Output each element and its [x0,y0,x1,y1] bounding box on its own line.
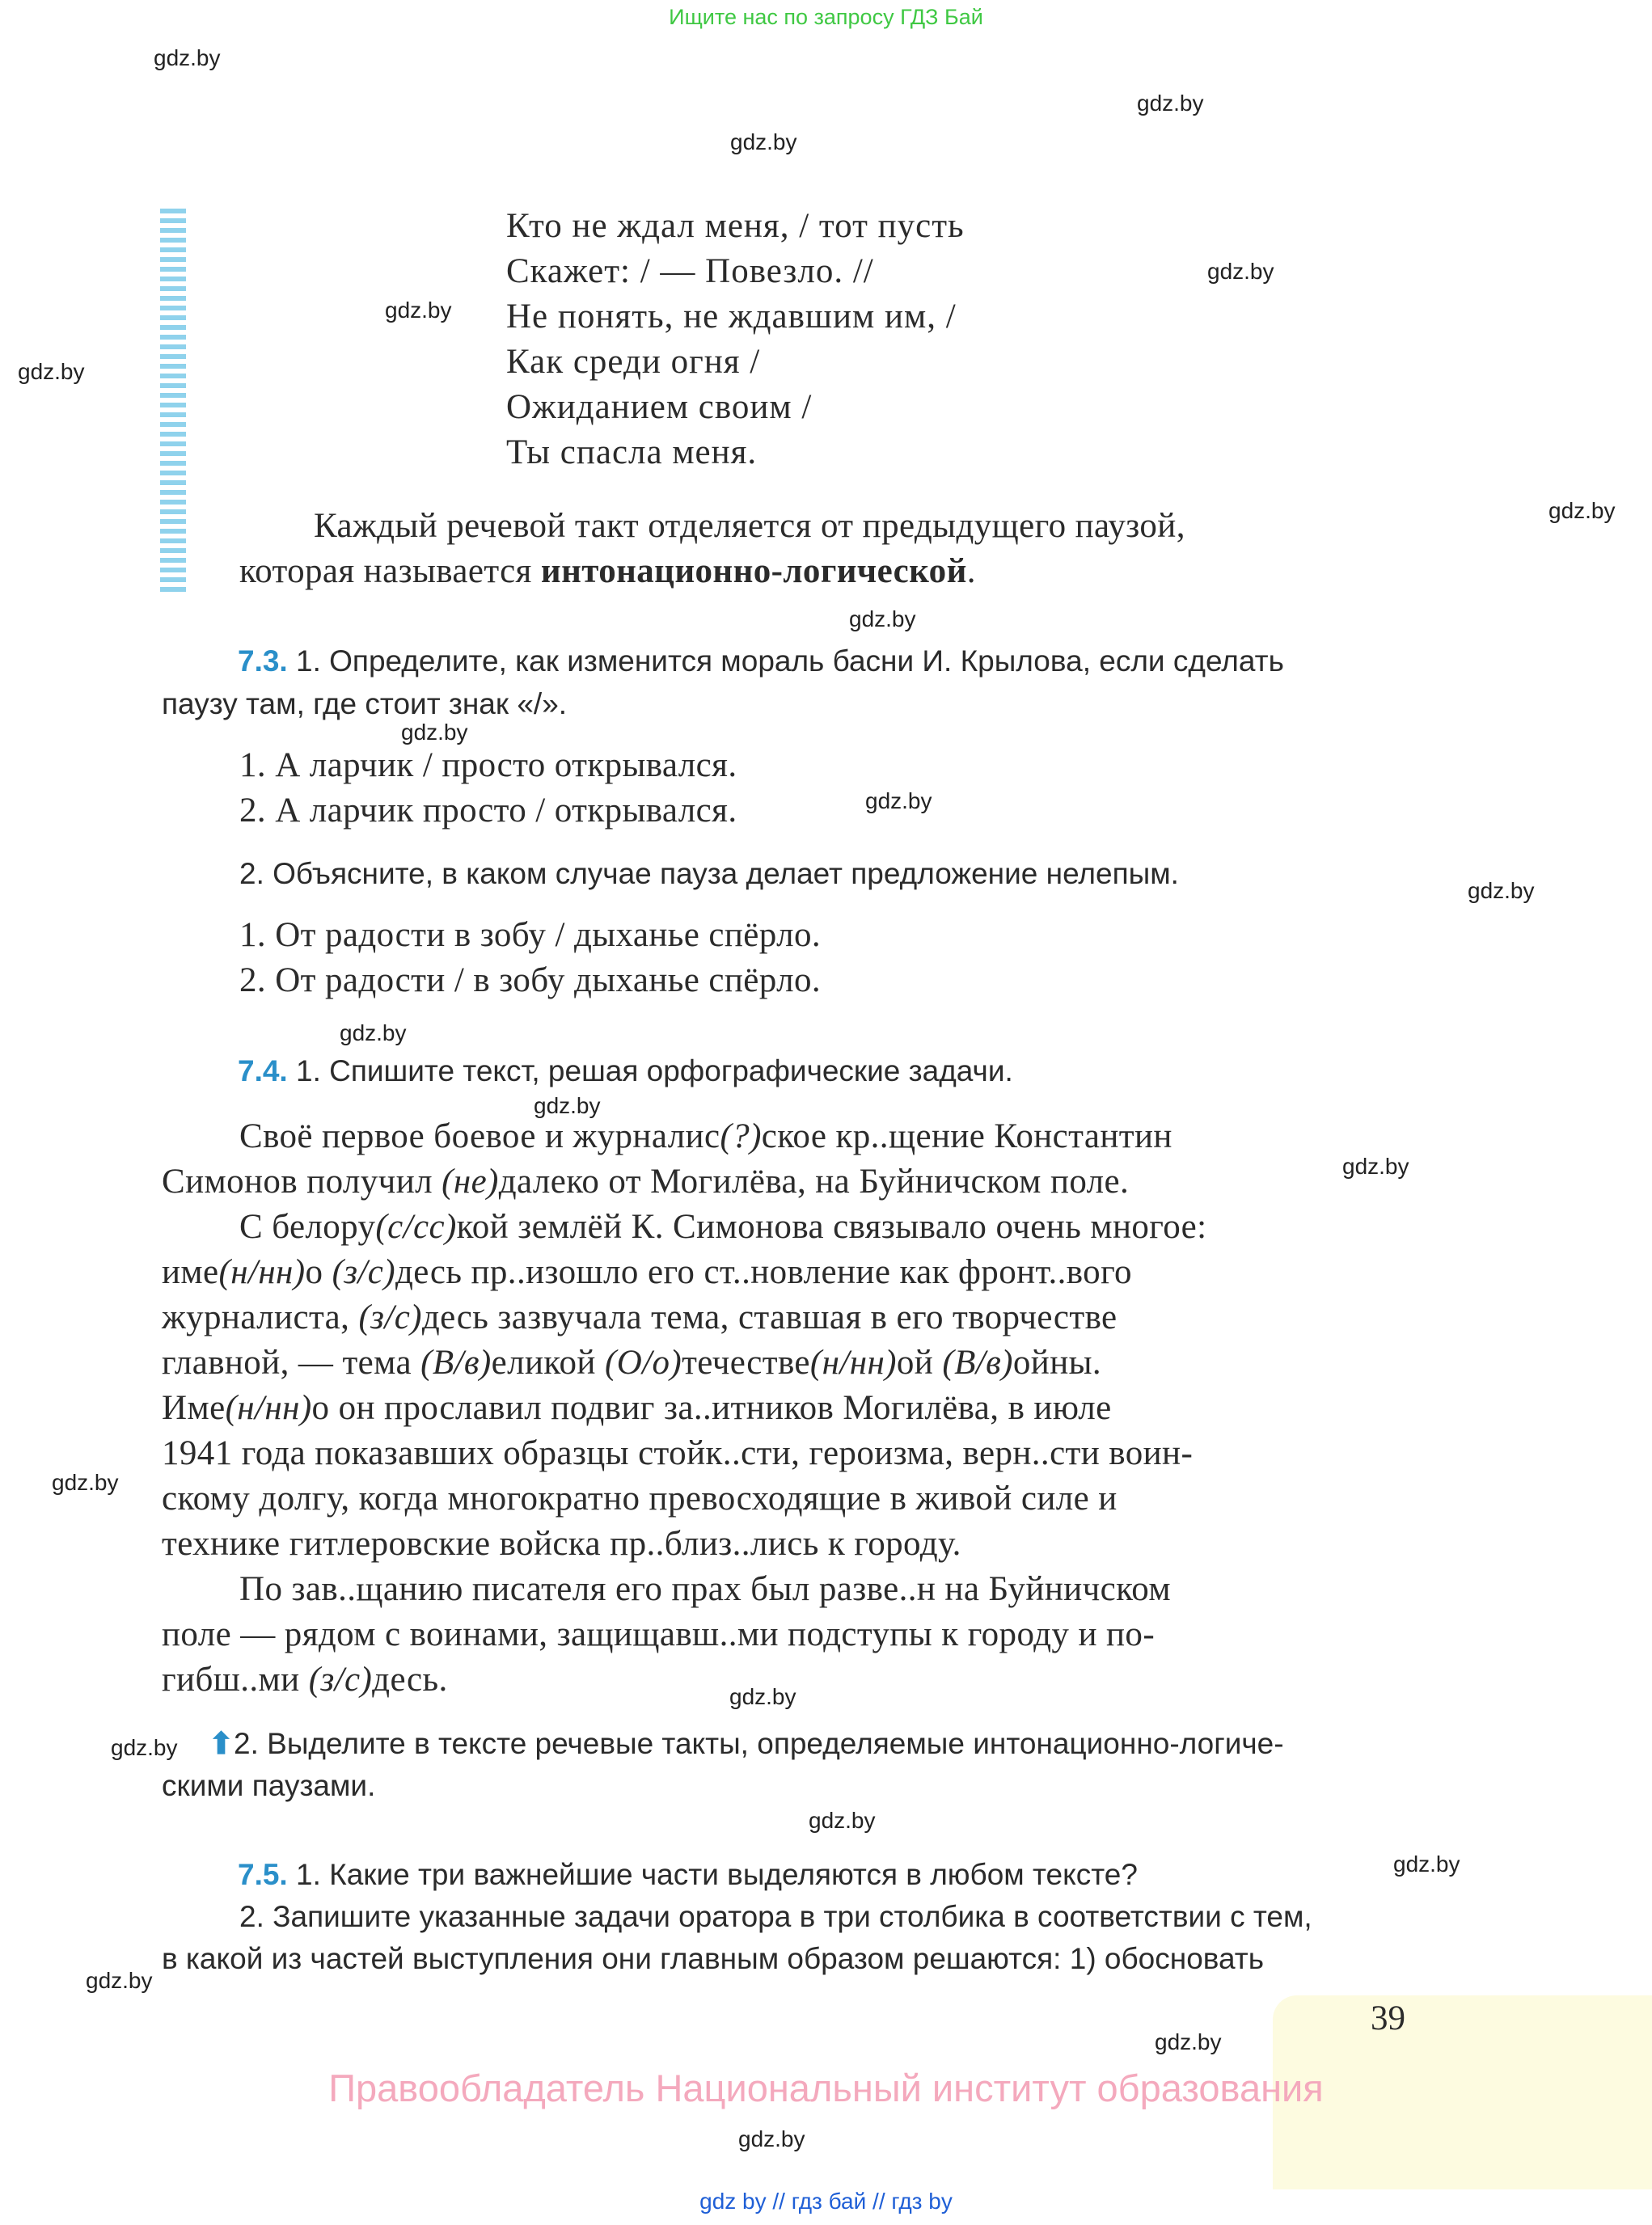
watermark: gdz.by [1393,1851,1460,1877]
watermark: gdz.by [1155,2029,1222,2054]
poem-line: Ожиданием своим / [506,388,813,426]
text-line: Своё первое боевое и журналис(?)ское кр..щение Константин [239,1117,1172,1155]
example-line: 1. А ларчик / просто открывался. [239,746,737,784]
watermark: gdz.by [385,298,452,323]
example-line: 2. А ларчик просто / открывался. [239,792,737,830]
poem-line: Кто не ждал меня, / тот пусть [506,207,965,245]
watermark: gdz.by [534,1093,601,1118]
watermark: gdz.by [1548,498,1616,523]
watermark: gdz.by [809,1808,876,1833]
page-number: 39 [1371,1999,1405,2037]
poem-line: Как среди огня / [506,343,761,381]
exercise-number: 7.5. [238,1858,288,1891]
watermark: gdz.by [738,2126,805,2151]
rule-line: Каждый речевой такт отделяется от предыдущего паузой, [314,507,1185,545]
watermark: gdz.by [730,129,797,154]
example-line: 1. От радости в зобу / дыханье спёрло. [239,916,822,954]
watermark: gdz.by [1207,259,1274,284]
watermark: gdz.by [401,720,468,745]
poem-line: Скажет: / — Повезло. // [506,252,874,290]
exercise-7-5-task-1: 7.5. 1. Какие три важнейшие части выделяются в любом тексте? [238,1858,1138,1891]
watermark: gdz.by [111,1735,178,1760]
exercise-number: 7.4. [238,1054,288,1087]
watermark: gdz.by [849,606,916,631]
watermark: gdz.by [154,45,221,70]
text-line: Име(н/нн)о он прославил подвиг за..итников Могилёва, в июле [162,1389,1112,1427]
text-line: 1941 года показавших образцы стойк..сти, героизма, верн..сти воин- [162,1434,1194,1472]
text-line: журналиста, (з/с)десь зазвучала тема, ставшая в его творчестве [162,1298,1118,1336]
text-line: име(н/нн)о (з/с)десь пр..изошло его ст..новление как фронт..вого [162,1253,1132,1291]
poem-line: Ты спасла меня. [506,433,758,471]
watermark: gdz.by [1342,1154,1409,1179]
watermark: gdz.by [18,359,85,384]
watermark: gdz.by [729,1684,796,1709]
text-line: технике гитлеровские войска пр..близ..лись к городу. [162,1525,961,1563]
watermark: gdz.by [1468,878,1535,903]
watermark: gdz.by [1137,91,1204,116]
watermark: gdz.by [86,1968,153,1993]
exercise-7-3-task-2: 2. Объясните, в каком случае пауза делает предложение нелепым. [239,857,1179,890]
poem-line: Не понять, не ждавшим им, / [506,298,957,336]
rule-term: интонационно-логической [540,552,967,590]
rule-side-stripes [160,209,186,593]
watermark: gdz.by [52,1470,119,1495]
exercise-number: 7.3. [238,644,288,678]
text-line: С белору(с/сс)кой землёй К. Симонова связывало очень многое: [239,1208,1207,1246]
example-line: 2. От радости / в зобу дыханье спёрло. [239,961,822,999]
exercise-7-5-task-2-cont: в какой из частей выступления они главным образом решаются: 1) обосновать [162,1942,1265,1975]
exercise-7-4-task-2-cont: скими паузами. [162,1769,376,1802]
text-line: скому долгу, когда многократно превосходящие в живой силе и [162,1480,1118,1518]
exercise-7-4-task-1: 7.4. 1. Спишите текст, решая орфографические задачи. [238,1054,1013,1087]
text-line: главной, — тема (В/в)еликой (О/о)течестве(н/нн)ой (В/в)ойны. [162,1344,1102,1382]
watermark: gdz.by [865,788,932,813]
rule-line: которая называется интонационно-логической. [239,552,976,590]
text-line: По зав..щанию писателя его прах был разве..н на Буйничском [239,1570,1171,1608]
text-line: Симонов получил (не)далеко от Могилёва, на Буйничском поле. [162,1163,1130,1201]
exercise-7-5-task-2: 2. Запишите указанные задачи оратора в три столбика в соответствии с тем, [239,1900,1312,1933]
exercise-7-3-task-1-cont: паузу там, где стоит знак «/». [162,687,568,720]
exercise-7-4-task-2: ⬆2. Выделите в тексте речевые такты, определяемые интонационно-логиче- [209,1727,1284,1760]
exercise-7-3-task-1: 7.3. 1. Определите, как изменится мораль басни И. Крылова, если сделать [238,644,1284,678]
text-line: поле — рядом с воинами, защищавш..ми подступы к городу и по- [162,1615,1156,1653]
copyright-notice: Правообладатель Национальный институт образования [328,2067,1324,2109]
top-banner[interactable]: Ищите нас по запросу ГДЗ Бай [669,5,983,29]
bottom-links[interactable]: gdz by // гдз бай // гдз by [699,2189,953,2214]
watermark: gdz.by [340,1020,407,1045]
advanced-task-arrow-icon: ⬆ [209,1727,234,1760]
text-line: гибш..ми (з/с)десь. [162,1661,448,1699]
